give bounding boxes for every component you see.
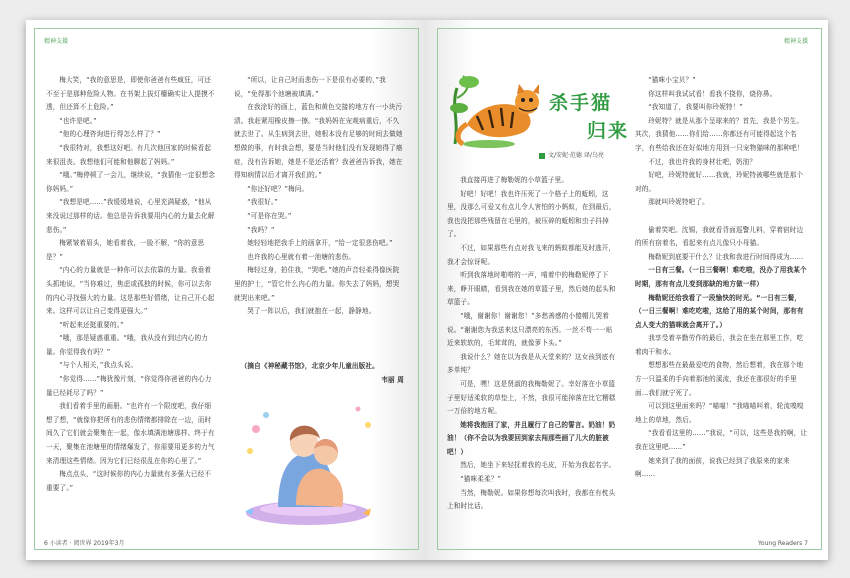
paragraph: “哦，谢谢你！谢谢您！”多愁善感的小傻帽儿哭着说。“谢谢您为我送来这只漂亮的东西。一丝不苟一一贴近来软软的，毛茸茸的，就像萝卜头。” (447, 311, 613, 348)
byline-text: 文/安妮·范德 译/乌亮 (548, 152, 604, 159)
paragraph: “猫咪小宝贝？” (648, 76, 696, 84)
paragraph: “我想是吧……”我缓缓地说，心里充满疑惑，“他从来没说过那样的话。他总是告诉我要用内心的力量去化解悲伤。” (46, 198, 215, 234)
paragraph: “他的心理咨询进行得怎么样了？” (59, 130, 161, 139)
source-note (234, 360, 404, 387)
paragraph: 她将我抱回了家，并且履行了自己的誓言。奶油！奶油！（你不会以为我要回到家去闯那些画了儿大的脏被吧！） (447, 420, 616, 456)
paragraph: 她轻轻地把我手上的画拿开，“给一定很悲伤吧。” (247, 239, 393, 248)
paragraph: “也许是吧。” (59, 116, 97, 125)
right-column-1 (447, 174, 619, 544)
paragraph: 你这样叫我试试看！看我不挠你，烧你鼻。 (648, 89, 777, 98)
paragraph: 我直接再进了梅勒妮的小草篮子里。 (460, 176, 569, 184)
paragraph: 好吧！好吧！我也许压死了一个格子上的蚯蚓，这里，没那么可爱又有点儿令人害怕的小蚂蚁，在到最后，我也没把那些残留在毛里的，被压碎的蚯蚓和虫子抖掉了。 (447, 189, 616, 239)
paragraph: 哭了一阵以后，我们就抱在一起，静静地。 (247, 307, 376, 316)
right-column-2 (635, 74, 809, 544)
paragraph: 梅点点头，“这时候你的内心力量就有多强大已经不重要了。” (46, 470, 212, 492)
section-tag: 精神支援 (44, 38, 69, 45)
paragraph: 我们看着手里的画册。“也许有一个限度吧，我仔细想了想，“就像你把所有的悲伤情绪都排除在一边，而时间久了它们就会聚集在一起，像水填满池塘那样。终于有一天，聚集在池塘里的情绪爆发了，你需要用更多的力气来清理这些情绪。因为它们已经很乱在你的心里了。” (46, 402, 215, 465)
paragraph: 我说什么？她在以为我是从天堂来的？这女孩到底有多单纯？ (447, 352, 616, 375)
paragraph: 我享受着辛勤劳作的最后，我会在坐在那里工作，吃着肉干和水。 (635, 334, 804, 356)
source-quote: （摘自《神秘藏书馆》，北京少年儿童出版社。 (240, 362, 379, 370)
paragraph: “你觉得……”梅犹豫片刻，“你觉得你爸爸的内心力量已经耗尽了吗？” (46, 375, 212, 397)
paragraph: 可以到这里面来吗？“喵喵！”我喵喵叫着，轮流嗅嗅地上的草地，然后。 (635, 402, 804, 424)
left-column-2 (234, 74, 404, 374)
paragraph: “我看看这里的……”我说，“可以，这些是我的啊，让我在这里吧……” (635, 429, 808, 452)
paragraph: 在我涂好的画上，蓝色和黄色交接的地方有一小块污渍。我赶紧用橡皮擦一擦。“我妈妈在宠观病重后，不久就去世了。从生病到去世，她根本没有足够的时间去做她想做的事，有时我会想，要是当时他们没有发现她得了癌症，没有告诉她，她是不是还活着？我爸爸告诉我，她在得知病情以后才离开我们的。” (234, 103, 403, 180)
source-author: 韦丽 周 (381, 375, 404, 384)
paragraph: 可是，嘿！这是贤淑的我梅勒妮了。幸好落在小草篮子里好适柔软的草垫上，不然，我很可能掉落在比它糟糕一万倍的地方呢。 (447, 379, 616, 416)
paragraph: 梅勒妮到底要干什么？让我和我进行时间得成为…… (648, 252, 804, 261)
paragraph: 梅勒妮还给我看了一段愉快的时光。“一日有三餐，（一日三餐啊！难吃吃啦，这给了用的某个时间，那有有点人变大的猫咪就会离开了。） (635, 293, 804, 329)
right-page-footer: Young Readers 7 (758, 540, 808, 547)
paragraph: “哦，那是疑惑重重。“哦，我从没有到过内心的力量。你觉得我有吗？” (46, 334, 208, 356)
left-page-footer: 6 小读者 · 阅世界 2019年3月 (44, 540, 125, 547)
paragraph: 也许我的心里就有着一池塘的悲伤。 (247, 252, 356, 261)
paragraph: “你还好吧？”梅问。 (247, 184, 309, 193)
paragraph: 偷着笑吧。沈锡，我就看背面巡警儿料，穿着宿时边的所有宿着名，看起来有点儿像只小母猫。 (635, 225, 804, 248)
article-title-line-2: 归来 (587, 120, 630, 142)
paragraph: 听到我落地时啪嗒的一声，啃着中的梅勒妮停了下来，睁开眼睛，看到我在她的草篮子里，然后她的起头和草篮子。 (447, 271, 616, 307)
girl-hugging-illustration (238, 395, 388, 530)
paragraph: 想想那些在最最爱吃的食物，然后想着，我在那个地方一只温柔的手向着那池的溪流，我还在那很好的手里面…我们就宁死了。 (635, 361, 804, 397)
section-tag: 精神支援 (783, 38, 808, 45)
paragraph: “内心的力量就是一种你可以去依靠的力量。我垂着头抓地说，“当你难过，焦虑或孤独的时候，你可以去你的内心寻找强大的力量。这是那些好情绪，让自己开心起来。这样可以让自己变得更强大。” (46, 266, 215, 316)
paragraph: “哦。”梅停顿了一会儿，继续说，“我猜他一定很想念你妈妈。” (46, 171, 215, 193)
paragraph: “我很特对，我想这好吧。有几次他回家的时候看起来很沮丧。我想他们可能和他聊起了妈妈。” (46, 143, 212, 166)
paragraph: “所以，让自己时而悲伤一下是很有必要的，”我说，“免得那个池塘被填满。” (234, 76, 386, 98)
paragraph: “我吗？” (247, 225, 275, 234)
paragraph: “听起来还挺重要的。” (59, 320, 124, 329)
paragraph: 玲妮特？就是从那个呈球来的？首先，我是个男生。其次，我猜他……你们给……你都还有可能得起这个名字，有些给我还在好似地方用到一只宠物猫咪的那种吧！ (635, 116, 804, 152)
paragraph (635, 210, 809, 224)
paragraph: 好吧，玲妮特就好……我就，玲妮特被哪些就是那个对的。 (635, 171, 804, 193)
article-title-line-1: 杀手猫 (549, 92, 613, 114)
tiger-cat-illustration (449, 68, 549, 148)
paragraph: “猫咪柔柔？” (460, 475, 502, 484)
magazine-spread (26, 20, 828, 560)
paragraph: 那就叫玲妮特吧了。 (648, 198, 709, 207)
paragraph: 然后，她坐下来轻抚着我的毛皮，开始为我起名字。 (460, 461, 616, 470)
title-block (449, 68, 639, 166)
paragraph: 一日有三餐。（一日三餐啊！难吃啦，没办了用我某个时期，那有有点儿变到那缺的地方做一样） (635, 266, 807, 288)
left-page (26, 20, 427, 560)
paragraph: 她来到了我的面前，说我已经到了我原来的家来啊…… (635, 456, 790, 479)
right-page (427, 20, 828, 560)
paragraph: 梅紧皱着眉头，她看着我，一脸不解，“你的意思是？” (46, 239, 205, 261)
left-column-1 (46, 74, 216, 544)
paragraph: 不过，如果那些有点对我飞来的蚂蚁都能及时逃开，我才会惊讶呢。 (447, 243, 616, 266)
paragraph: 梅轻过身，拍住我，“哭吧。”她的声音轻柔得像医院里的护士，“管它什么内心的力量。你失去了妈妈，想哭就哭出来吧。” (234, 266, 400, 302)
paragraph: 梅大笑，“我的意思是，即使你爸爸有些疯狂，可还不至于是那种危险人物。在书架上拔灯檯确实让人提摸不透，但还算不上危险。” (46, 76, 215, 112)
paragraph: “我很好。” (247, 198, 278, 207)
paragraph: 不过，我也许我的身材壮吧，奶油？ (648, 157, 757, 166)
paragraph: “我知道了，我要叫你玲妮特！” (648, 103, 743, 112)
paragraph: “可是你在哭。” (247, 211, 292, 220)
paragraph: 当然，梅勒妮。如果你想每次叫我时，我都在有枕头上和时比话。 (447, 488, 616, 511)
paragraph: “与个人相关，”我点头说。 (59, 361, 138, 370)
article-byline (539, 150, 604, 159)
byline-marker-icon (539, 153, 545, 159)
